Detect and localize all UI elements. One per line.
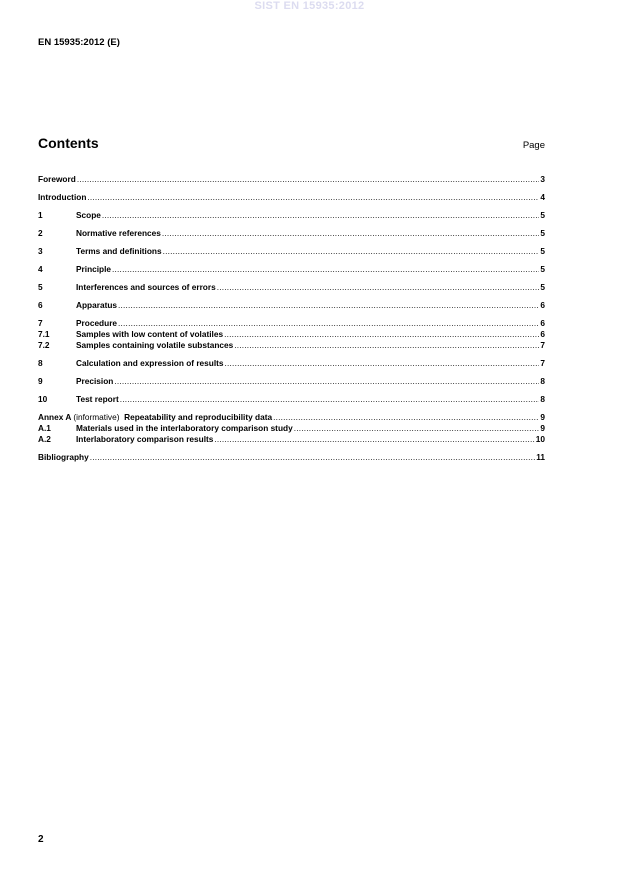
toc-title: Foreword bbox=[38, 174, 76, 184]
toc-number: 7 bbox=[38, 318, 43, 328]
toc-title: Principle bbox=[76, 264, 112, 274]
toc-title: Apparatus bbox=[76, 300, 118, 310]
toc-page: 3 bbox=[540, 174, 545, 184]
toc-leader bbox=[217, 282, 540, 293]
toc-title: Interferences and sources of errors bbox=[76, 282, 216, 292]
toc-entry-apparatus[interactable] bbox=[38, 300, 545, 311]
page-column-label: Page bbox=[522, 140, 545, 151]
toc-title: Interlaboratory comparison results bbox=[76, 434, 214, 444]
toc-leader bbox=[225, 358, 540, 369]
table-of-contents bbox=[38, 174, 545, 463]
toc-entry-bibliography[interactable] bbox=[38, 452, 545, 463]
toc-number: A.1 bbox=[38, 423, 51, 433]
annex-note: (informative) bbox=[73, 412, 120, 422]
toc-page: 5 bbox=[540, 246, 545, 256]
toc-number: 7.1 bbox=[38, 329, 50, 339]
toc-leader bbox=[90, 452, 536, 463]
toc-page: 5 bbox=[540, 228, 545, 238]
toc-number: 10 bbox=[38, 394, 48, 404]
document-id: EN 15935:2012 (E) bbox=[38, 37, 120, 48]
toc-leader bbox=[112, 264, 539, 275]
toc-page: 6 bbox=[540, 300, 545, 310]
toc-title bbox=[38, 412, 272, 423]
toc-title: Normative references bbox=[76, 228, 161, 238]
toc-leader bbox=[87, 192, 539, 203]
toc-page: 5 bbox=[540, 264, 545, 274]
toc-page: 6 bbox=[540, 318, 545, 328]
toc-title: Calculation and expression of results bbox=[76, 358, 224, 368]
toc-leader bbox=[214, 434, 534, 445]
toc-entry-test-report[interactable] bbox=[38, 394, 545, 405]
toc-entry-terms-and-definitions[interactable] bbox=[38, 246, 545, 257]
toc-number: 3 bbox=[38, 246, 43, 256]
toc-entry-a-1[interactable] bbox=[38, 423, 545, 434]
toc-number: 7.2 bbox=[38, 340, 50, 350]
toc-entry-procedure[interactable] bbox=[38, 318, 545, 329]
toc-page: 11 bbox=[536, 452, 545, 462]
toc-page: 4 bbox=[540, 192, 545, 202]
watermark: SIST EN 15935:2012 bbox=[254, 0, 365, 12]
toc-title: Scope bbox=[76, 210, 101, 220]
toc-title: Precision bbox=[76, 376, 114, 386]
toc-title: Samples with low content of volatiles bbox=[76, 329, 224, 339]
toc-number: 6 bbox=[38, 300, 43, 310]
toc-entry-precision[interactable] bbox=[38, 376, 545, 387]
toc-number: 8 bbox=[38, 358, 43, 368]
annex-title: Repeatability and reproducibility data bbox=[124, 412, 273, 422]
toc-entry-foreword[interactable] bbox=[38, 174, 545, 185]
toc-title: Procedure bbox=[76, 318, 118, 328]
toc-page: 5 bbox=[540, 210, 545, 220]
toc-entry-principle[interactable] bbox=[38, 264, 545, 275]
toc-entry-interferences[interactable] bbox=[38, 282, 545, 293]
toc-leader bbox=[77, 174, 540, 185]
toc-title: Bibliography bbox=[38, 452, 89, 462]
toc-leader bbox=[234, 340, 539, 351]
toc-page: 9 bbox=[540, 423, 545, 433]
toc-leader bbox=[273, 412, 539, 423]
toc-leader bbox=[114, 376, 539, 387]
toc-leader bbox=[162, 228, 540, 239]
toc-leader bbox=[163, 246, 540, 257]
toc-leader bbox=[118, 318, 539, 329]
page-number: 2 bbox=[38, 834, 44, 845]
toc-page: 5 bbox=[540, 282, 545, 292]
toc-leader bbox=[102, 210, 539, 221]
toc-leader bbox=[120, 394, 540, 405]
toc-entry-normative-references[interactable] bbox=[38, 228, 545, 239]
toc-page: 8 bbox=[540, 394, 545, 404]
toc-title: Test report bbox=[76, 394, 119, 404]
toc-number: 1 bbox=[38, 210, 43, 220]
toc-leader bbox=[224, 329, 539, 340]
toc-title: Samples containing volatile substances bbox=[76, 340, 234, 350]
toc-number: 9 bbox=[38, 376, 43, 386]
toc-entry-a-2[interactable] bbox=[38, 434, 545, 445]
toc-entry-introduction[interactable] bbox=[38, 192, 545, 203]
toc-title: Materials used in the interlaboratory comparison study bbox=[76, 423, 293, 433]
toc-page: 9 bbox=[540, 412, 545, 422]
toc-page: 7 bbox=[540, 358, 545, 368]
toc-title: Introduction bbox=[38, 192, 87, 202]
toc-number: A.2 bbox=[38, 434, 51, 444]
toc-page: 8 bbox=[540, 376, 545, 386]
toc-entry-scope[interactable] bbox=[38, 210, 545, 221]
toc-number: 4 bbox=[38, 264, 43, 274]
toc-number: 2 bbox=[38, 228, 43, 238]
toc-entry-annex-a[interactable] bbox=[38, 412, 545, 423]
toc-entry-7-2[interactable] bbox=[38, 340, 545, 351]
toc-page: 10 bbox=[535, 434, 545, 444]
toc-page: 7 bbox=[540, 340, 545, 350]
toc-entry-7-1[interactable] bbox=[38, 329, 545, 340]
contents-title: Contents bbox=[38, 135, 99, 151]
toc-page: 6 bbox=[540, 329, 545, 339]
toc-title: Terms and definitions bbox=[76, 246, 162, 256]
toc-number: 5 bbox=[38, 282, 43, 292]
toc-leader bbox=[118, 300, 539, 311]
toc-leader bbox=[294, 423, 540, 434]
toc-entry-calculation[interactable] bbox=[38, 358, 545, 369]
annex-prefix: Annex A bbox=[38, 412, 72, 422]
